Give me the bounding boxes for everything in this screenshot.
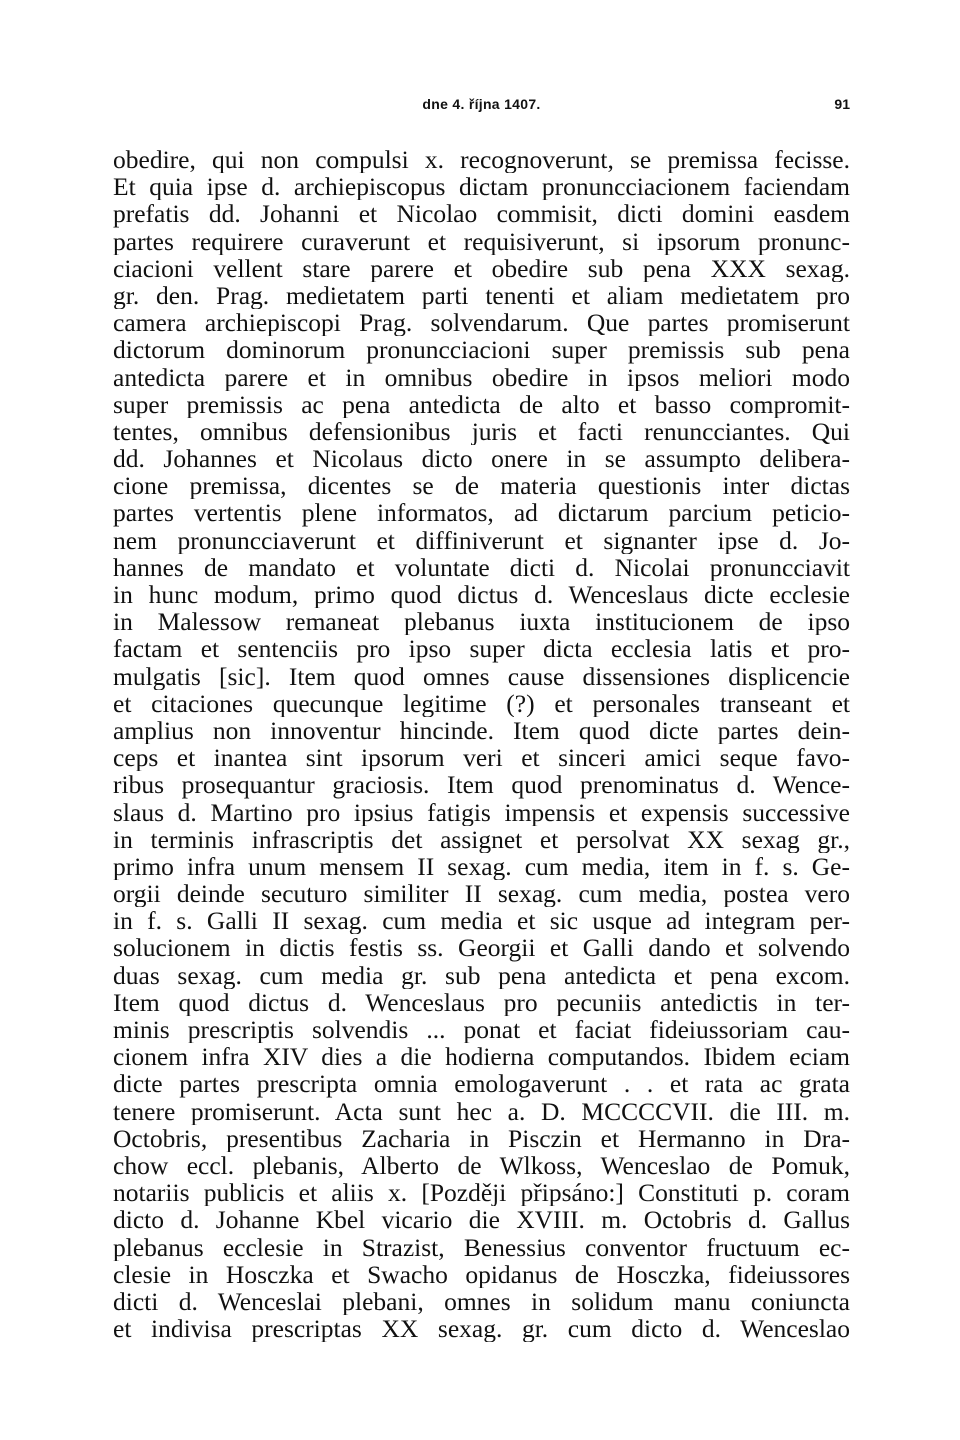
running-title: dne 4. října 1407. — [422, 96, 541, 112]
text-line: obedire, qui non compulsi x. recognoverunt, se premissa fecisse. — [113, 146, 850, 174]
text-line: Et quia ipse d. archiepiscopus dictam pronuncciacionem faciendam — [113, 173, 850, 201]
text-line: hannes de mandato et voluntate dicti d. Nicolai pronuncciavit — [113, 553, 850, 581]
text-line: orgii deinde secuturo similiter II sexag. cum media, postea vero — [113, 880, 850, 908]
text-line: ciacioni vellent stare parere et obedire sub pena XXX sexag. — [113, 254, 850, 282]
page-header — [113, 92, 850, 116]
text-line: minis prescriptis solvendis ... ponat et faciat fideiussoriam cau- — [113, 1016, 850, 1044]
text-line: mulgatis [sic]. Item quod omnes cause dissensiones displicencie — [113, 662, 850, 690]
text-line: prefatis dd. Johanni et Nicolao commisit, dicti domini easdem — [113, 200, 850, 228]
text-line: nem pronuncciaverunt et diffiniverunt et signanter ipse d. Jo- — [113, 526, 850, 554]
body-text — [113, 146, 850, 1342]
text-line: amplius non innoventur hincinde. Item quod dicte partes dein- — [113, 716, 850, 745]
text-line: antedicta parere et in omnibus obedire in ipsos meliori modo — [113, 363, 850, 391]
text-line: primo infra unum mensem II sexag. cum media, item in f. s. Ge- — [113, 852, 850, 881]
text-line: partes requirere curaverunt et requisiverunt, si ipsorum pronunc- — [113, 227, 850, 255]
text-line: duas sexag. cum media gr. sub pena antedicta et pena excom. — [113, 961, 850, 989]
text-line: solucionem in dictis festis ss. Georgii et Galli dando et solvendo — [113, 934, 850, 962]
text-line: dicto d. Johanne Kbel vicario die XVIII. m. Octobris d. Gallus — [113, 1206, 850, 1234]
text-line: partes vertentis plene informatos, ad dictarum parcium peticio- — [113, 499, 850, 527]
text-line: dicte partes prescripta omnia emologaverunt . . et rata ac grata — [113, 1070, 850, 1098]
page-number: 91 — [834, 96, 850, 112]
text-line: in terminis infrascriptis det assignet et persolvat XX sexag gr., — [113, 825, 850, 853]
text-line: in hunc modum, primo quod dictus d. Wenceslaus dicte ecclesie — [113, 581, 850, 609]
text-line: factam et sentenciis pro ipso super dicta ecclesia latis et pro- — [113, 635, 850, 663]
text-line: in Malessow remaneat plebanus iuxta institucionem de ipso — [113, 608, 850, 636]
text-line: chow eccl. plebanis, Alberto de Wlkoss, Wenceslao de Pomuk, — [113, 1151, 850, 1180]
text-line: clesie in Hosczka et Swacho opidanus de Hosczka, fideiussores — [113, 1260, 850, 1288]
text-line: plebanus ecclesie in Strazist, Benessius conventor fructuum ec- — [113, 1233, 850, 1261]
text-line: notariis publicis et aliis x. [Později připsáno:] Constituti p. coram — [113, 1179, 850, 1207]
text-line: slaus d. Martino pro ipsius fatigis impensis et expensis successive — [113, 798, 850, 826]
text-line: cione premissa, dicentes se de materia questionis inter dictas — [113, 472, 850, 500]
text-line: et indivisa prescriptas XX sexag. gr. cum dicto d. Wenceslao — [113, 1315, 850, 1343]
text-line: et citaciones quecunque legitime (?) et personales transeant et — [113, 689, 850, 717]
text-line: tentes, omnibus defensionibus juris et facti renuncciantes. Qui — [113, 417, 850, 446]
text-line: ribus prosequantur graciosis. Item quod prenominatus d. Wence- — [113, 771, 850, 799]
text-line: in f. s. Galli II sexag. cum media et sic usque ad integram per- — [113, 907, 850, 935]
text-line: gr. den. Prag. medietatem parti tenenti et aliam medietatem pro — [113, 281, 850, 310]
text-line: dd. Johannes et Nicolaus dicto onere in se assumpto delibera- — [113, 445, 850, 473]
text-line: tenere promiserunt. Acta sunt hec a. D. MCCCCVII. die III. m. — [113, 1097, 850, 1125]
text-line: Octobris, presentibus Zacharia in Pisczin et Hermanno in Dra- — [113, 1124, 850, 1152]
text-line: dicti d. Wenceslai plebani, omnes in solidum manu coniuncta — [113, 1287, 850, 1316]
text-line: camera archiepiscopi Prag. solvendarum. Que partes promiserunt — [113, 309, 850, 337]
text-line: super premissis ac pena antedicta de alto et basso compromit- — [113, 390, 850, 418]
text-line: Item quod dictus d. Wenceslaus pro pecuniis antedictis in ter- — [113, 988, 850, 1016]
text-line: ceps et inantea sint ipsorum veri et sinceri amici seque favo- — [113, 744, 850, 772]
text-line: cionem infra XIV dies a die hodierna computandos. Ibidem eciam — [113, 1043, 850, 1071]
text-line: dictorum dominorum pronuncciacioni super premissis sub pena — [113, 336, 850, 364]
